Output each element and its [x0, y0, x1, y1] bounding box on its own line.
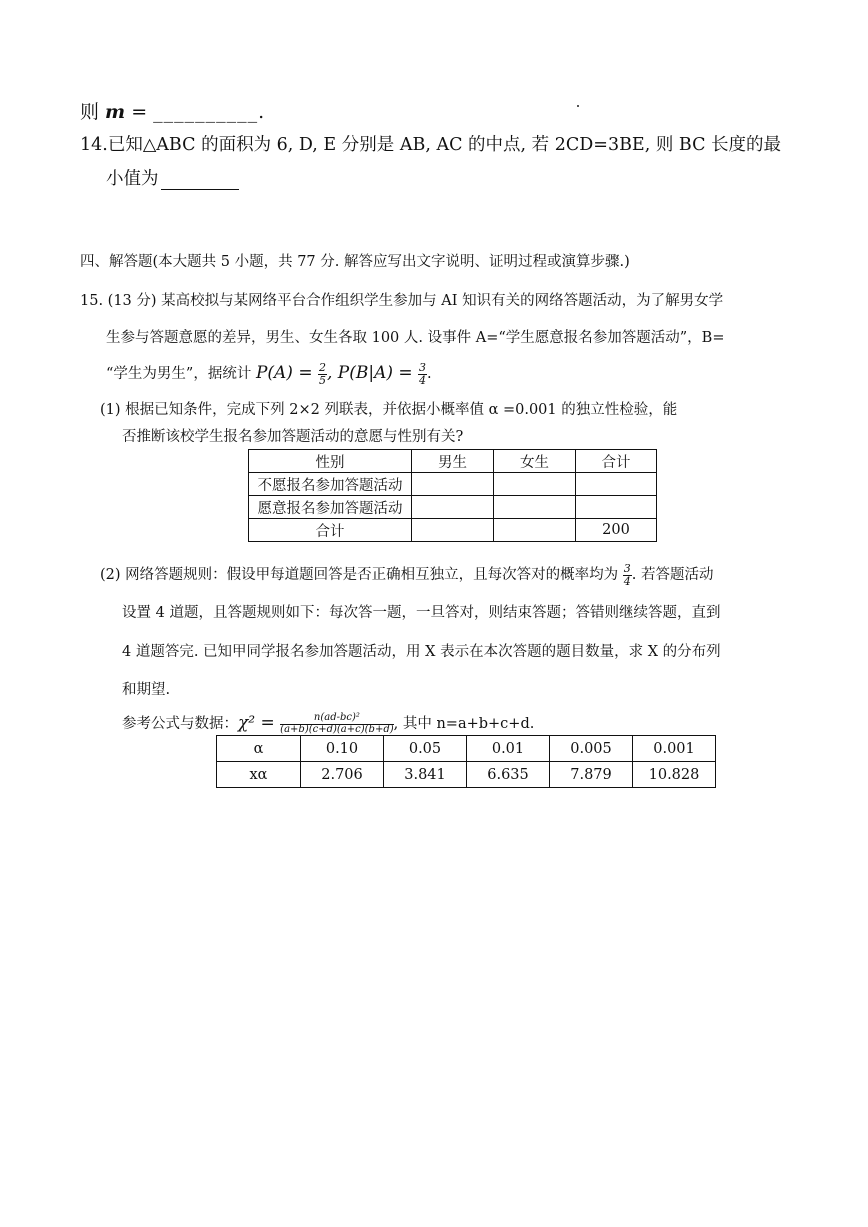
chi-square-denominator: (a+b)(c+d)(a+c)(b+d): [280, 723, 394, 735]
table-cell: 0.05: [384, 736, 467, 762]
q13-end: .: [258, 101, 265, 123]
table-cell: xα: [217, 762, 301, 788]
prob-a-fraction: [318, 362, 327, 386]
table-cell[interactable]: [576, 473, 657, 496]
prob-ba-den: 4: [419, 373, 427, 387]
table-row: [249, 450, 657, 473]
chi-square-numerator: n(ad-bc)²: [280, 713, 393, 725]
table-cell: 愿意报名参加答题活动: [249, 496, 412, 519]
sub2-line4: 和期望.: [122, 682, 171, 698]
q13-answer-line: [80, 97, 264, 124]
sub2-line1: [100, 563, 713, 587]
table-cell[interactable]: [412, 473, 494, 496]
sub1-line1: (1) 根据已知条件，完成下列 2×2 列联表，并依据小概率值 α =0.001 的独立性检验，能: [100, 402, 678, 418]
table-cell: 0.10: [301, 736, 384, 762]
critical-value-table: [216, 735, 716, 788]
table-cell: 合计: [249, 519, 412, 542]
table-cell: 0.005: [550, 736, 633, 762]
q15-line3-end: .: [427, 366, 432, 383]
table-header-cell: 合计: [576, 450, 657, 473]
table-cell[interactable]: [576, 496, 657, 519]
prob-a-den: 5: [318, 373, 326, 387]
prob-correct-den: 4: [623, 574, 631, 588]
reference-suffix: , 其中 n=a+b+c+d.: [393, 716, 535, 732]
prob-a-num: 2: [318, 361, 326, 374]
q15-line2: 生参与答题意愿的差异，男生、女生各取 100 人. 设事件 A=“学生愿意报名参加答题活动”，B=: [106, 330, 725, 346]
q14-line1: 14.已知△ABC 的面积为 6, D, E 分别是 AB, AC 的中点, 若 2CD=3BE, 则 BC 长度的最: [80, 135, 782, 155]
table-cell[interactable]: [494, 496, 576, 519]
table-header-cell: 男生: [412, 450, 494, 473]
q13-blank[interactable]: __________: [153, 101, 259, 123]
table-cell[interactable]: [494, 473, 576, 496]
table-cell: 6.635: [467, 762, 550, 788]
table-row: [217, 762, 716, 788]
contingency-table: [248, 449, 657, 542]
q13-variable: m: [105, 101, 126, 123]
sub2-line3: 4 道题答完. 已知甲同学报名参加答题活动，用 X 表示在本次答题的题目数量，求 X 的分布列: [122, 644, 721, 660]
q14-line2: [106, 165, 239, 190]
section-4-heading: 四、解答题(本大题共 5 小题，共 77 分. 解答应写出文字说明、证明过程或演算步骤.): [80, 254, 630, 270]
table-cell: 0.01: [467, 736, 550, 762]
table-cell: α: [217, 736, 301, 762]
prob-ba-num: 3: [419, 361, 427, 374]
stray-dot: [577, 105, 579, 107]
q15-line3-prefix: “学生为男生”，据统计: [106, 366, 256, 383]
table-cell[interactable]: [412, 496, 494, 519]
table-row: [249, 473, 657, 496]
prob-correct-fraction: [623, 563, 632, 587]
table-cell: 3.841: [384, 762, 467, 788]
q15-line1: 15. (13 分) 某高校拟与某网络平台合作组织学生参加与 AI 知识有关的网络答题活动，为了解男女学: [80, 293, 724, 309]
chi-square-fraction: [280, 713, 393, 735]
sub1-line2: 否推断该校学生报名参加答题活动的意愿与性别有关?: [122, 429, 464, 445]
table-cell[interactable]: [494, 519, 576, 542]
table-header-cell: 女生: [494, 450, 576, 473]
table-cell[interactable]: [412, 519, 494, 542]
table-row: [249, 519, 657, 542]
q14-line2-text: 小值为: [106, 169, 159, 189]
table-cell: 200: [576, 519, 657, 542]
table-cell: 0.001: [633, 736, 716, 762]
sub2-line1-prefix: (2) 网络答题规则：假设甲每道题回答是否正确相互独立，且每次答对的概率均为: [100, 567, 623, 584]
prob-correct-num: 3: [623, 562, 631, 575]
table-cell: 2.706: [301, 762, 384, 788]
sub2-line2: 设置 4 道题，且答题规则如下：每次答一题，一旦答对，则结束答题；答错则继续答题，直到: [122, 605, 721, 621]
q13-prefix: 则: [80, 101, 106, 123]
table-row: [217, 736, 716, 762]
prob-ba-fraction: [418, 362, 427, 386]
reference-formula-line: [122, 712, 534, 735]
table-header-cell: 性别: [249, 450, 412, 473]
chi-square-symbol: χ² =: [238, 713, 281, 733]
q15-line3: [106, 362, 432, 386]
table-row: [249, 496, 657, 519]
prob-ba-label: , P(B|A) =: [326, 363, 419, 384]
prob-a-label: P(A) =: [255, 363, 318, 384]
table-cell: 10.828: [633, 762, 716, 788]
table-cell: 7.879: [550, 762, 633, 788]
table-cell: 不愿报名参加答题活动: [249, 473, 412, 496]
reference-label: 参考公式与数据：: [122, 716, 238, 732]
sub2-line1-suffix: . 若答题活动: [631, 567, 714, 584]
q13-equals: =: [125, 101, 154, 123]
q14-answer-blank[interactable]: [161, 171, 239, 190]
